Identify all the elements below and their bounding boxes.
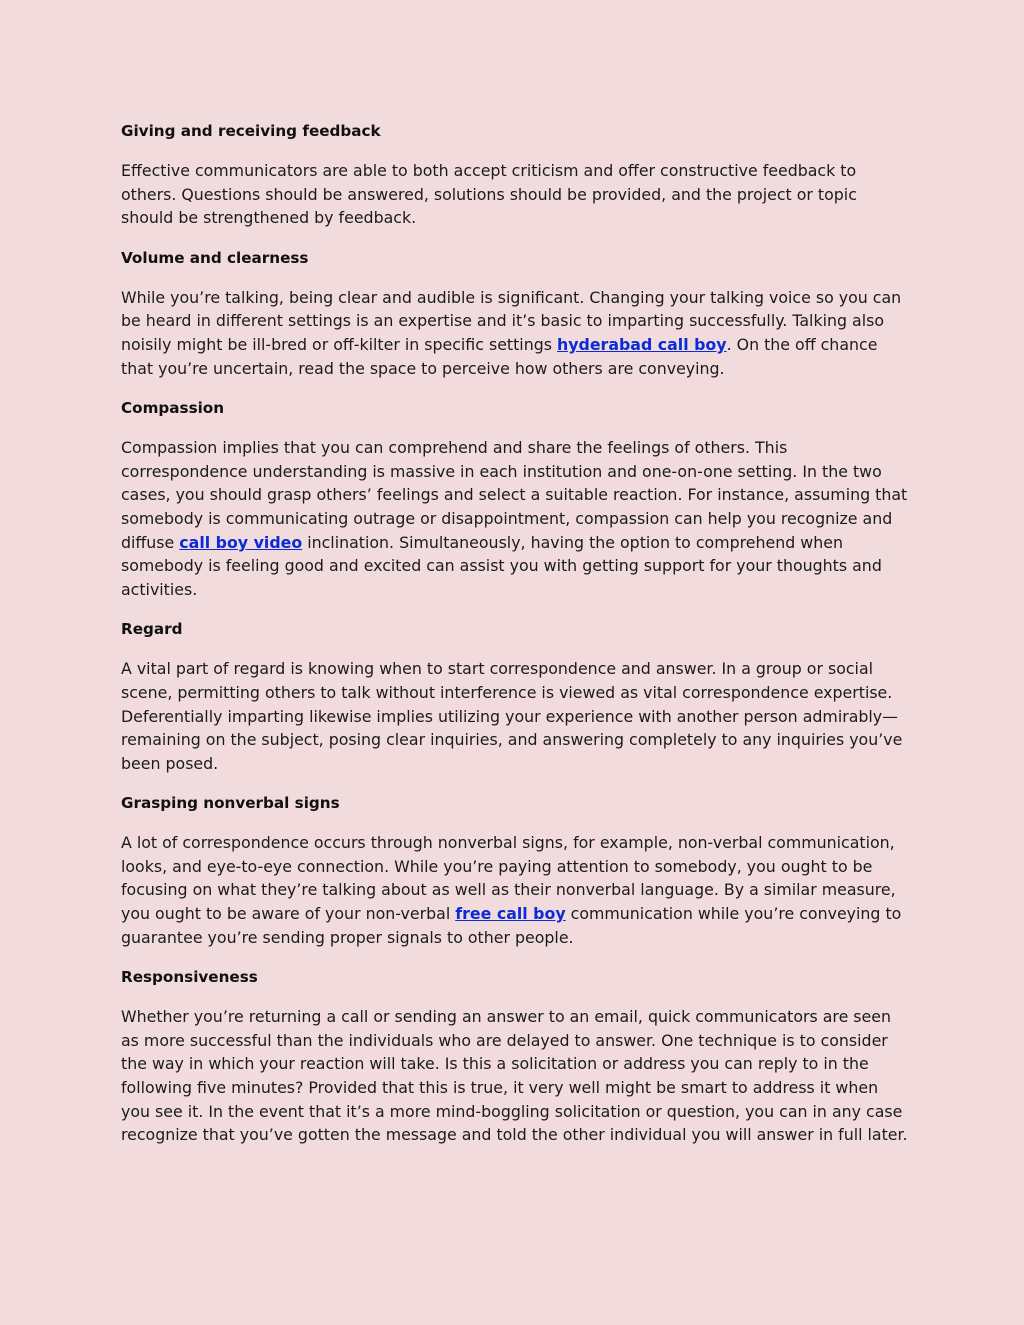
section-paragraph-feedback bbox=[121, 159, 911, 230]
section-paragraph-nonverbal bbox=[121, 831, 911, 949]
paragraph-text: A lot of correspondence occurs through nonverbal signs, for example, non-verbal communication, looks, and eye-to-eye connection. While you’re paying attention to somebody, you ought to be focusing on what they’re talking about as well as their nonverbal language. By a similar measure, you ought to be aware of your non-verbal bbox=[121, 833, 896, 924]
paragraph-text: Whether you’re returning a call or sending an answer to an email, quick communicators are seen as more successful than the individuals who are delayed to answer. One technique is to consider the way in which your reaction will take. Is this a solicitation or address you can reply to in the following five minutes? Provided that this is true, it very well might be smart to address it when you see it. In the event that it’s a more mind-boggling solicitation or question, you can in any case recognize that you’ve gotten the message and told the other individual you will answer in full later. bbox=[121, 1007, 908, 1145]
link-call-boy-video[interactable]: call boy video bbox=[179, 532, 303, 552]
document-content bbox=[121, 120, 911, 1164]
section-heading-compassion: Compassion bbox=[121, 399, 225, 418]
section-heading-nonverbal: Grasping nonverbal signs bbox=[121, 794, 340, 813]
link-hyderabad-call-boy[interactable]: hyderabad call boy bbox=[556, 334, 727, 354]
paragraph-text: inclination. Simultaneously, having the option to comprehend when somebody is feeling good and excited can assist you with getting support for your thoughts and activities. bbox=[121, 532, 882, 599]
section-paragraph-responsiveness bbox=[121, 1005, 911, 1147]
section-heading-volume: Volume and clearness bbox=[121, 248, 309, 267]
paragraph-text: . On the off chance that you’re uncertain, read the space to perceive how others are conveying. bbox=[121, 334, 878, 378]
paragraph-text: Effective communicators are able to both accept criticism and offer constructive feedback to others. Questions should be answered, solutions should be provided, and the project or topic should be strengthened by feedback. bbox=[121, 161, 857, 228]
section-heading-feedback: Giving and receiving feedback bbox=[121, 122, 381, 140]
paragraph-text: A vital part of regard is knowing when to start correspondence and answer. In a group or social scene, permitting others to talk without interference is viewed as vital correspondence expertise. Deferentially imparting likewise implies utilizing your experience with another person admirably—remaining on the subject, posing clear inquiries, and answering completely to any inquiries you’ve been posed. bbox=[121, 659, 903, 773]
paragraph-text: Compassion implies that you can comprehend and share the feelings of others. This correspondence understanding is massive in each institution and one-on-one setting. In the two cases, you should grasp others’ feelings and select a suitable reaction. For instance, assuming that somebody is communicating outrage or disappointment, compassion can help you recognize and diffuse bbox=[121, 438, 908, 552]
section-paragraph-regard bbox=[121, 657, 911, 775]
section-heading-responsiveness: Responsiveness bbox=[121, 968, 258, 987]
link-free-call-boy[interactable]: free call boy bbox=[455, 904, 566, 924]
paragraph-text: communication while you’re conveying to guarantee you’re sending proper signals to other people. bbox=[121, 904, 902, 947]
paragraph-text: While you’re talking, being clear and audible is significant. Changing your talking voice so you can be heard in different settings is an expertise and it’s basic to imparting successfully. Talking also noisily might be ill-bred or off-kilter in specific settings bbox=[121, 287, 902, 354]
section-heading-regard: Regard bbox=[121, 620, 183, 639]
section-paragraph-compassion bbox=[121, 436, 911, 601]
section-paragraph-volume bbox=[121, 286, 911, 380]
